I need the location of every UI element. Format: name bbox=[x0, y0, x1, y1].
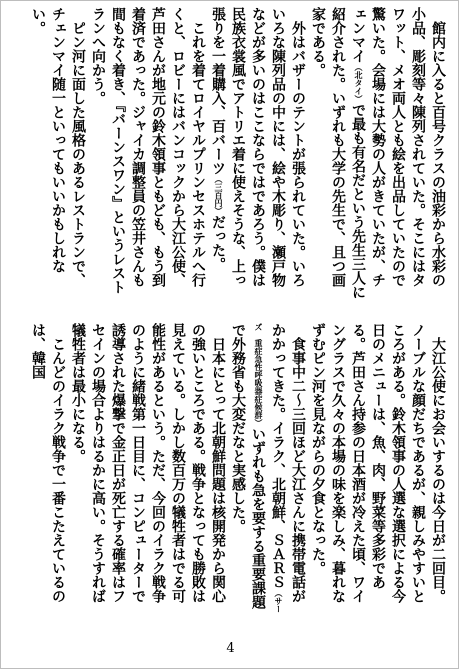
body-text: 外はバザーのテントが張られていた。いろいろな陳列品の中には、絵や木彫り、瀬戸物などが多いのはここならではであろう。僕は民族衣裳風でアトリエ着に使えそうな、上っ張りを一着購入、百バーツ bbox=[210, 7, 306, 287]
body-text: 大江公使にお会いするのは今日が二回目。ノーブルな顔だちであるが、親しみやすいところがある。鈴木領事の人選な選択による今日のメニューは、魚、肉、野菜等多彩である。芦田さん持参の日本酒が冷えた頃、ワイングラスで久々の本場の味を楽しみ、暮れなずむピン河を見ながらの夕食となった。 bbox=[310, 323, 446, 603]
lower-text-block bbox=[13, 323, 448, 615]
paragraph bbox=[68, 323, 228, 615]
paragraph bbox=[88, 7, 208, 299]
body-text: いずれも急を要する重要課題で外務省も大変だなと実感した。 bbox=[230, 323, 266, 609]
paragraph bbox=[28, 323, 68, 615]
page-number: 4 bbox=[226, 641, 235, 656]
body-text: ピン河に面した風格のあるレストランで、チェンマイ随一といってもいいかもしれない。 bbox=[30, 7, 86, 287]
body-text: 日本にとって北朝鮮問題は核開発から関心の強いところである。戦争となっても勝敗は見えている。しかし数百万の犠牲者はでる可能性があるという。ただ、今回のイラク戦争のように緒戦第一日目に、コンピューターで誘導された爆撃で金正日が死亡する確率はフセインの場合よりはるかに高い。そうすれば犠牲者は最小になる。 bbox=[70, 323, 226, 603]
body-text: 食事中二〜三回ほど大江さんに携帯電話がかかってきた。イラク、北朝鮮、ＳＡＲＳ bbox=[270, 323, 306, 603]
annotation-text: （北タイ） bbox=[354, 63, 363, 103]
upper-text-block bbox=[13, 7, 448, 299]
paragraph bbox=[308, 7, 448, 299]
body-text: だった。 bbox=[210, 215, 226, 271]
body-text: で最も有名だという先生三人に紹介された。いずれも大学の先生で、且つ画家である。 bbox=[310, 7, 366, 299]
body-text: 館内に入ると百号クラスの油彩から水彩の小品、彫刻等々陳列されていた。そこにはタワット、メオ両人とも絵を出品していたので驚いた。会場には大勢の人がきていたが、チェンマイ bbox=[350, 7, 446, 287]
annotation-text: （三百円） bbox=[214, 175, 223, 215]
paragraph bbox=[228, 323, 308, 615]
body-text: こんどのイラク戦争で一番こたえているのは、韓国 bbox=[30, 323, 66, 603]
paragraph bbox=[28, 7, 88, 299]
paragraph bbox=[308, 323, 448, 615]
paragraph bbox=[208, 7, 308, 299]
body-text: これを着てロイヤルプリンセスホテルへ行くと、ロビーにはバンコックから大江公使、芦田さんが地元の鈴木領事ともども、もう到着済であった。ジャイカ調整員の笠井さんも間もなく着き、『バーンスワン』というレストランへ向かう。 bbox=[90, 7, 206, 294]
annotation-text: （サーズ 重症急性呼吸器症候群） bbox=[254, 323, 283, 613]
